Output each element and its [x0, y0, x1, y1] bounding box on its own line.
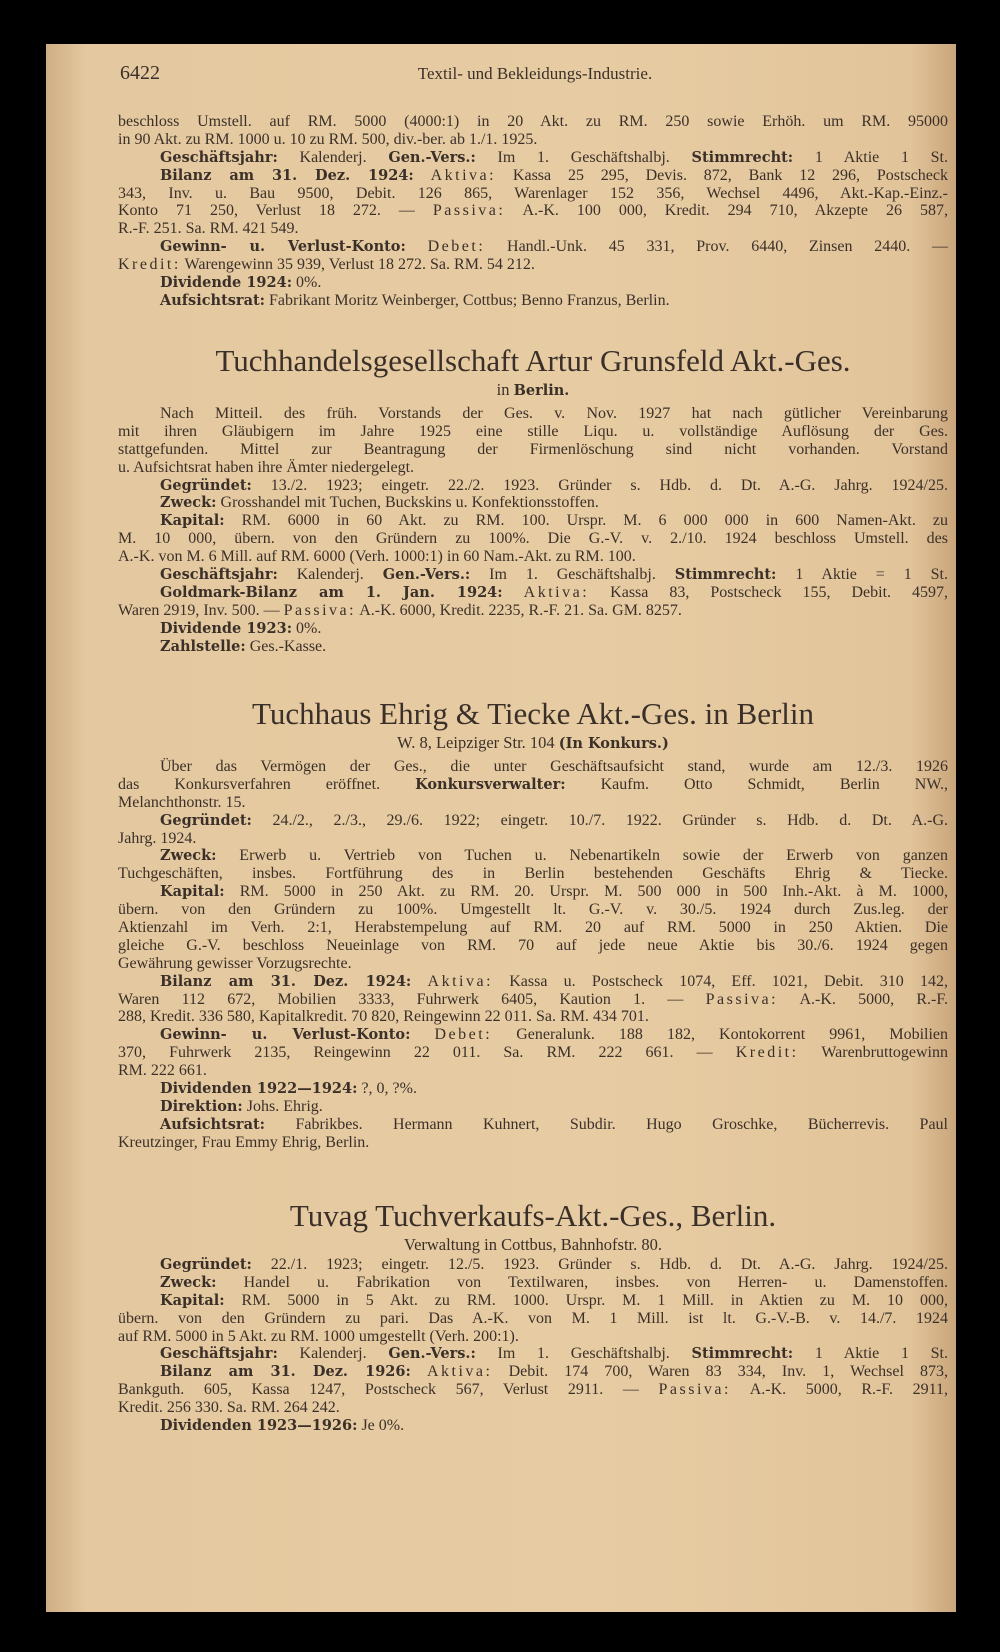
text-line	[118, 274, 948, 292]
text-line	[118, 566, 948, 584]
text-run: gleiche G.-V. beschloss Neueinlage von RM. 70 auf jede neue Aktie bis 30./6. 1924 gegen	[118, 936, 948, 954]
text-run: Handel u. Fabrikation von Textilwaren, insbes. von Herren- u. Damenstoffen.	[216, 1273, 948, 1291]
text-line	[118, 584, 948, 602]
text-line	[118, 423, 948, 441]
spaced-label: Aktiva:	[430, 166, 497, 184]
text-run: Kreutzinger, Frau Emmy Ehrig, Berlin.	[118, 1133, 370, 1151]
bold-label: Goldmark-Bilanz am 1. Jan. 1924:	[160, 583, 503, 601]
text-run: 1 Aktie = 1 St.	[776, 566, 948, 584]
text-run: u. Aufsichtsrat haben ihre Ämter niedergelegt.	[118, 458, 415, 476]
text-line	[118, 1328, 948, 1346]
bold-label: Gewinn- u. Verlust-Konto:	[160, 1026, 411, 1044]
text-line	[118, 441, 948, 459]
text-run: übern. von den Gründern zu pari. Das A.-K. von M. 1 Mill. ist lt. G.-V.-B. v. 14./7. 1924	[118, 1309, 948, 1327]
text-run: Waren 2919, Inv. 500. —	[118, 601, 284, 619]
bold-label: Dividenden 1922—1924:	[160, 1080, 358, 1098]
text-line	[118, 405, 948, 423]
text-line	[118, 512, 948, 530]
company-subtitle	[118, 379, 948, 401]
text-run: Handl.-Unk. 45 331, Prov. 6440, Zinsen 2440. —	[485, 238, 948, 256]
text-line	[118, 883, 948, 901]
bold-label: Geschäftsjahr:	[160, 148, 278, 166]
text-run: 1 Aktie 1 St.	[793, 1345, 948, 1363]
text-run: 0%.	[292, 619, 322, 637]
bold-label: Gen.-Vers.:	[388, 1345, 476, 1363]
text-run	[410, 1026, 434, 1043]
text-run: 288, Kredit. 336 580, Kapitalkredit. 70 820, Reingewinn 22 011. Sa. RM. 434 701.	[118, 1008, 649, 1026]
text-run: A.-K. von M. 6 Mill. auf RM. 6000 (Verh. 1000:1) in 60 Nam.-Akt. zu RM. 100.	[118, 548, 636, 566]
text-run: Debit. 174 700, Waren 83 334, Inv. 1, Wechsel 873,	[492, 1363, 948, 1381]
bold-label: Gegründet:	[160, 811, 252, 829]
text-line	[118, 758, 948, 776]
text-line	[118, 1008, 948, 1026]
text-run: 343, Inv. u. Bau 9500, Debit. 126 865, Warenlager 152 356, Wechsel 4496, Akt.-Kap.-Einz.-	[118, 184, 948, 202]
text-run: Warengewinn 35 939, Verlust 18 272. Sa. RM. 54 212.	[180, 256, 535, 274]
text-run: Fabrikant Moritz Weinberger, Cottbus; Benno Franzus, Berlin.	[265, 291, 670, 309]
text-run: Waren 112 672, Mobilien 3333, Fuhrwerk 6405, Kaution 1. —	[118, 990, 706, 1008]
text-run	[414, 167, 431, 184]
text-run: RM. 5000 in 5 Akt. zu RM. 1000. Urspr. M. 1 Mill. in Aktien zu M. 10 000,	[224, 1291, 948, 1309]
bold-label: Kapital:	[160, 883, 225, 901]
bold-label: Aufsichtsrat:	[160, 1115, 266, 1133]
text-run: Johs. Ehrig.	[242, 1097, 323, 1115]
text-line	[118, 901, 948, 919]
text-line	[118, 1256, 948, 1274]
text-run: Fabrikbes. Hermann Kuhnert, Subdir. Hugo Groschke, Bücherrevis. Paul	[265, 1115, 948, 1133]
bold-label: Geschäftsjahr:	[160, 566, 278, 584]
spaced-label: Aktiva:	[523, 583, 590, 601]
bold-label: Bilanz am 31. Dez. 1924:	[160, 166, 414, 184]
text-run: A.-K. 100 000, Kredit. 294 710, Akzepte 26 587,	[505, 202, 948, 220]
text-line	[118, 131, 948, 149]
text-line	[118, 937, 948, 955]
text-line	[118, 794, 948, 812]
spaced-label: Passiva:	[432, 202, 506, 220]
bold-label: Gegründet:	[160, 476, 252, 494]
text-line	[118, 185, 948, 203]
bold-label: Gegründet:	[160, 1256, 252, 1273]
text-line	[118, 1080, 948, 1098]
bold-label: Stimmrecht:	[674, 566, 777, 584]
text-line	[118, 812, 948, 830]
text-line	[118, 477, 948, 495]
spaced-label: Kredit:	[735, 1044, 799, 1062]
text-run: Ges.-Kasse.	[245, 637, 327, 655]
text-run: in	[496, 380, 514, 399]
bold-label: Berlin.	[513, 382, 570, 399]
text-run: RM. 222 661.	[118, 1062, 207, 1080]
text-run: Je 0%.	[357, 1417, 405, 1435]
bold-label: Konkursverwalter:	[415, 775, 566, 793]
text-line	[118, 1417, 948, 1435]
text-line	[118, 459, 948, 477]
bold-label: Bilanz am 31. Dez. 1926:	[160, 1363, 411, 1381]
text-run	[503, 584, 524, 601]
company-subtitle	[118, 732, 948, 754]
bold-label: Aufsichtsrat:	[160, 291, 266, 309]
company-title: Tuchhandelsgesellschaft Artur Grunsfeld Akt.-Ges.	[215, 343, 851, 378]
section-continuation	[118, 113, 948, 310]
text-line	[118, 256, 948, 274]
section-tuchhandelsgesellschaft-grunsfeld	[118, 343, 948, 655]
text-run: ?, 0, ?%.	[357, 1080, 417, 1098]
text-line	[118, 1098, 948, 1116]
text-run: 0%.	[292, 274, 322, 292]
company-title: Tuchhaus Ehrig & Tiecke Akt.-Ges. in Berlin	[251, 696, 814, 731]
text-line	[118, 638, 948, 656]
text-run: Generalunk. 188 182, Kontokorrent 9961, Mobilien	[492, 1026, 948, 1044]
text-run: Gewährung gewisser Vorzugsrechte.	[118, 954, 352, 972]
company-title: Tuvag Tuchverkaufs-Akt.-Ges., Berlin.	[289, 1198, 777, 1233]
bold-label: Dividenden 1923—1926:	[160, 1417, 358, 1435]
text-run: Kassa u. Postscheck 1074, Eff. 1021, Debit. 310 142,	[493, 972, 948, 990]
text-line	[118, 1292, 948, 1310]
text-run: R.-F. 251. Sa. RM. 421 549.	[118, 220, 299, 238]
spaced-label: Aktiva:	[426, 1363, 493, 1381]
text-run: A.-K. 6000, Kredit. 2235, R.-F. 21. Sa. GM. 8257.	[356, 601, 682, 619]
text-run	[406, 238, 428, 255]
text-run	[411, 1363, 427, 1380]
text-run: Kassa 83, Postscheck 155, Debit. 4597,	[589, 583, 948, 601]
bold-label: Dividende 1923:	[160, 619, 293, 637]
text-line	[118, 113, 948, 131]
text-run: Grosshandel mit Tuchen, Buckskins u. Konfektionsstoffen.	[216, 494, 599, 512]
company-subtitle	[118, 1234, 948, 1256]
spaced-label: Aktiva:	[427, 972, 494, 990]
text-line	[118, 1363, 948, 1381]
text-line	[118, 1310, 948, 1328]
running-header	[120, 62, 950, 86]
text-run: Verwaltung in Cottbus, Bahnhofstr. 80.	[403, 1235, 663, 1254]
spaced-label: Passiva:	[283, 601, 357, 619]
text-line	[118, 620, 948, 638]
bold-label: Stimmrecht:	[691, 148, 794, 166]
text-run: übern. von den Gründern zu 100%. Umgestellt lt. G.-V. v. 30./5. 1924 durch Zus.leg. der	[118, 901, 948, 919]
text-line	[118, 955, 948, 973]
bold-label: Gewinn- u. Verlust-Konto:	[160, 238, 406, 256]
text-run: Kaufm. Otto Schmidt, Berlin NW.,	[565, 775, 948, 793]
text-run: 13./2. 1923; eingetr. 22./2. 1923. Gründer s. Hdb. d. Dt. A.-G. Jahrg. 1924/25.	[251, 476, 948, 494]
spaced-label: Debet:	[434, 1026, 493, 1044]
text-run: RM. 5000 in 250 Akt. zu RM. 20. Urspr. M. 500 000 in 500 Inh.-Akt. à M. 1000,	[224, 883, 948, 901]
text-run: Kassa 25 295, Devis. 872, Bank 12 296, Postscheck	[496, 166, 948, 184]
bold-label: Dividende 1924:	[160, 274, 293, 292]
text-line	[118, 1044, 948, 1062]
text-run: stattgefunden. Mittel zur Beantragung der Firmenlöschung sind nicht vorhanden. Vorstand	[118, 440, 948, 458]
bold-label: Gen.-Vers.:	[388, 148, 476, 166]
bold-label: Kapital:	[160, 1291, 225, 1309]
text-line	[118, 1026, 948, 1044]
text-line	[118, 1274, 948, 1292]
bold-label: Kapital:	[160, 512, 225, 530]
bold-label: Stimmrecht:	[691, 1345, 794, 1363]
text-run: das Konkursverfahren eröffnet.	[118, 775, 416, 793]
text-line	[118, 292, 948, 310]
text-run: 370, Fuhrwerk 2135, Reingewinn 22 011. Sa. RM. 222 661. —	[118, 1044, 736, 1062]
text-line	[118, 776, 948, 794]
bold-label: Zweck:	[160, 1273, 217, 1291]
text-run: Aktienzahl im Verh. 2:1, Herabstempelung auf RM. 20 auf RM. 5000 in 250 Aktien. Die	[118, 919, 948, 937]
text-line	[118, 1345, 948, 1363]
text-line	[118, 1399, 948, 1417]
text-line	[118, 494, 948, 512]
text-run: in 90 Akt. zu RM. 1000 u. 10 zu RM. 500, div.-ber. ab 1./1. 1925.	[118, 130, 538, 148]
text-run: 22./1. 1923; eingetr. 12./5. 1923. Gründer s. Hdb. d. Dt. A.-G. Jahrg. 1924/25.	[251, 1256, 948, 1273]
text-run: Kredit. 256 330. Sa. RM. 264 242.	[118, 1399, 340, 1417]
text-run: Kalenderj.	[277, 148, 389, 166]
text-run: Jahrg. 1924.	[118, 829, 197, 847]
text-run: 24./2., 2./3., 29./6. 1922; eingetr. 10./7. 1922. Gründer s. Hdb. d. Dt. A.-G.	[251, 811, 948, 829]
text-line	[118, 919, 948, 937]
text-line	[118, 167, 948, 185]
text-run: mit ihren Gläubigern im Jahre 1925 eine stille Liqu. u. vollständige Auflösung der Ges.	[118, 422, 948, 440]
text-line	[118, 220, 948, 238]
text-run: Warenbruttogewinn	[798, 1044, 948, 1062]
text-line	[118, 991, 948, 1009]
page-number: 6422	[120, 62, 160, 84]
text-run: beschloss Umstell. auf RM. 5000 (4000:1) in 20 Akt. zu RM. 250 sowie Erhöh. um RM. 95000	[118, 113, 948, 130]
text-run: A.-K. 5000, R.-F.	[778, 990, 948, 1008]
bold-label: Zweck:	[160, 847, 217, 865]
text-line	[118, 530, 948, 548]
text-run	[411, 973, 427, 990]
bold-label: Bilanz am 31. Dez. 1924:	[160, 972, 412, 990]
text-run: Erwerb u. Vertrieb von Tuchen u. Nebenartikeln sowie der Erwerb von ganzen	[216, 847, 948, 865]
text-run: Nach Mitteil. des früh. Vorstands der Ges. v. Nov. 1927 hat nach gütlicher Vereinbarung	[160, 405, 948, 422]
text-run: M. 10 000, übern. von den Gründern zu 100%. Die G.-V. v. 2./10. 1924 beschloss Umstell. des	[118, 530, 948, 548]
text-run: Kalenderj.	[277, 566, 383, 584]
text-run: Im 1. Geschäftshalbj.	[470, 566, 675, 584]
spaced-label: Passiva:	[705, 990, 779, 1008]
text-run: Melanchthonstr. 15.	[118, 793, 246, 811]
text-run: Bankguth. 605, Kassa 1247, Postscheck 567, Verlust 2911. —	[118, 1381, 659, 1399]
running-title: Textil- und Bekleidungs-Industrie.	[417, 64, 653, 83]
bold-label: (In Konkurs.)	[558, 735, 669, 752]
text-run: Im 1. Geschäftshalbj.	[475, 148, 692, 166]
text-line	[118, 973, 948, 991]
text-line	[118, 1062, 948, 1080]
text-line	[118, 847, 948, 865]
bold-label: Geschäftsjahr:	[160, 1345, 278, 1363]
text-run: A.-K. 5000, R.-F. 2911,	[730, 1381, 948, 1399]
spaced-label: Kredit:	[118, 256, 181, 274]
text-run: Kalenderj.	[277, 1345, 389, 1363]
bold-label: Zahlstelle:	[160, 637, 246, 655]
text-line	[118, 602, 948, 620]
text-line	[118, 865, 948, 883]
text-line	[118, 202, 948, 220]
text-run: W. 8, Leipziger Str. 104	[397, 733, 559, 752]
text-line	[118, 548, 948, 566]
spaced-label: Debet:	[427, 238, 486, 256]
text-run: Über das Vermögen der Ges., die unter Geschäftsaufsicht stand, wurde am 12./3. 1926	[160, 758, 948, 775]
text-line	[118, 1116, 948, 1134]
spaced-label: Passiva:	[658, 1381, 731, 1399]
text-line	[118, 830, 948, 848]
bold-label: Direktion:	[160, 1097, 243, 1115]
section-tuchhaus-ehrig-tiecke	[118, 696, 948, 1152]
text-run: Im 1. Geschäftshalbj.	[475, 1345, 692, 1363]
text-run: Konto 71 250, Verlust 18 272. —	[118, 202, 433, 220]
text-line	[118, 149, 948, 167]
section-tuvag	[118, 1198, 948, 1435]
bold-label: Gen.-Vers.:	[382, 566, 471, 584]
text-run: Tuchgeschäften, insbes. Fortführung des in Berlin bestehenden Geschäfts Ehrig & Tiecke.	[118, 865, 948, 883]
bold-label: Zweck:	[160, 494, 217, 512]
text-line	[118, 238, 948, 256]
text-run: auf RM. 5000 in 5 Akt. zu RM. 1000 umgestellt (Verh. 200:1).	[118, 1327, 519, 1345]
text-line	[118, 1381, 948, 1399]
text-run: RM. 6000 in 60 Akt. zu RM. 100. Urspr. M. 6 000 000 in 600 Namen-Akt. zu	[224, 512, 948, 530]
text-run: 1 Aktie 1 St.	[793, 148, 948, 166]
text-line	[118, 1134, 948, 1152]
